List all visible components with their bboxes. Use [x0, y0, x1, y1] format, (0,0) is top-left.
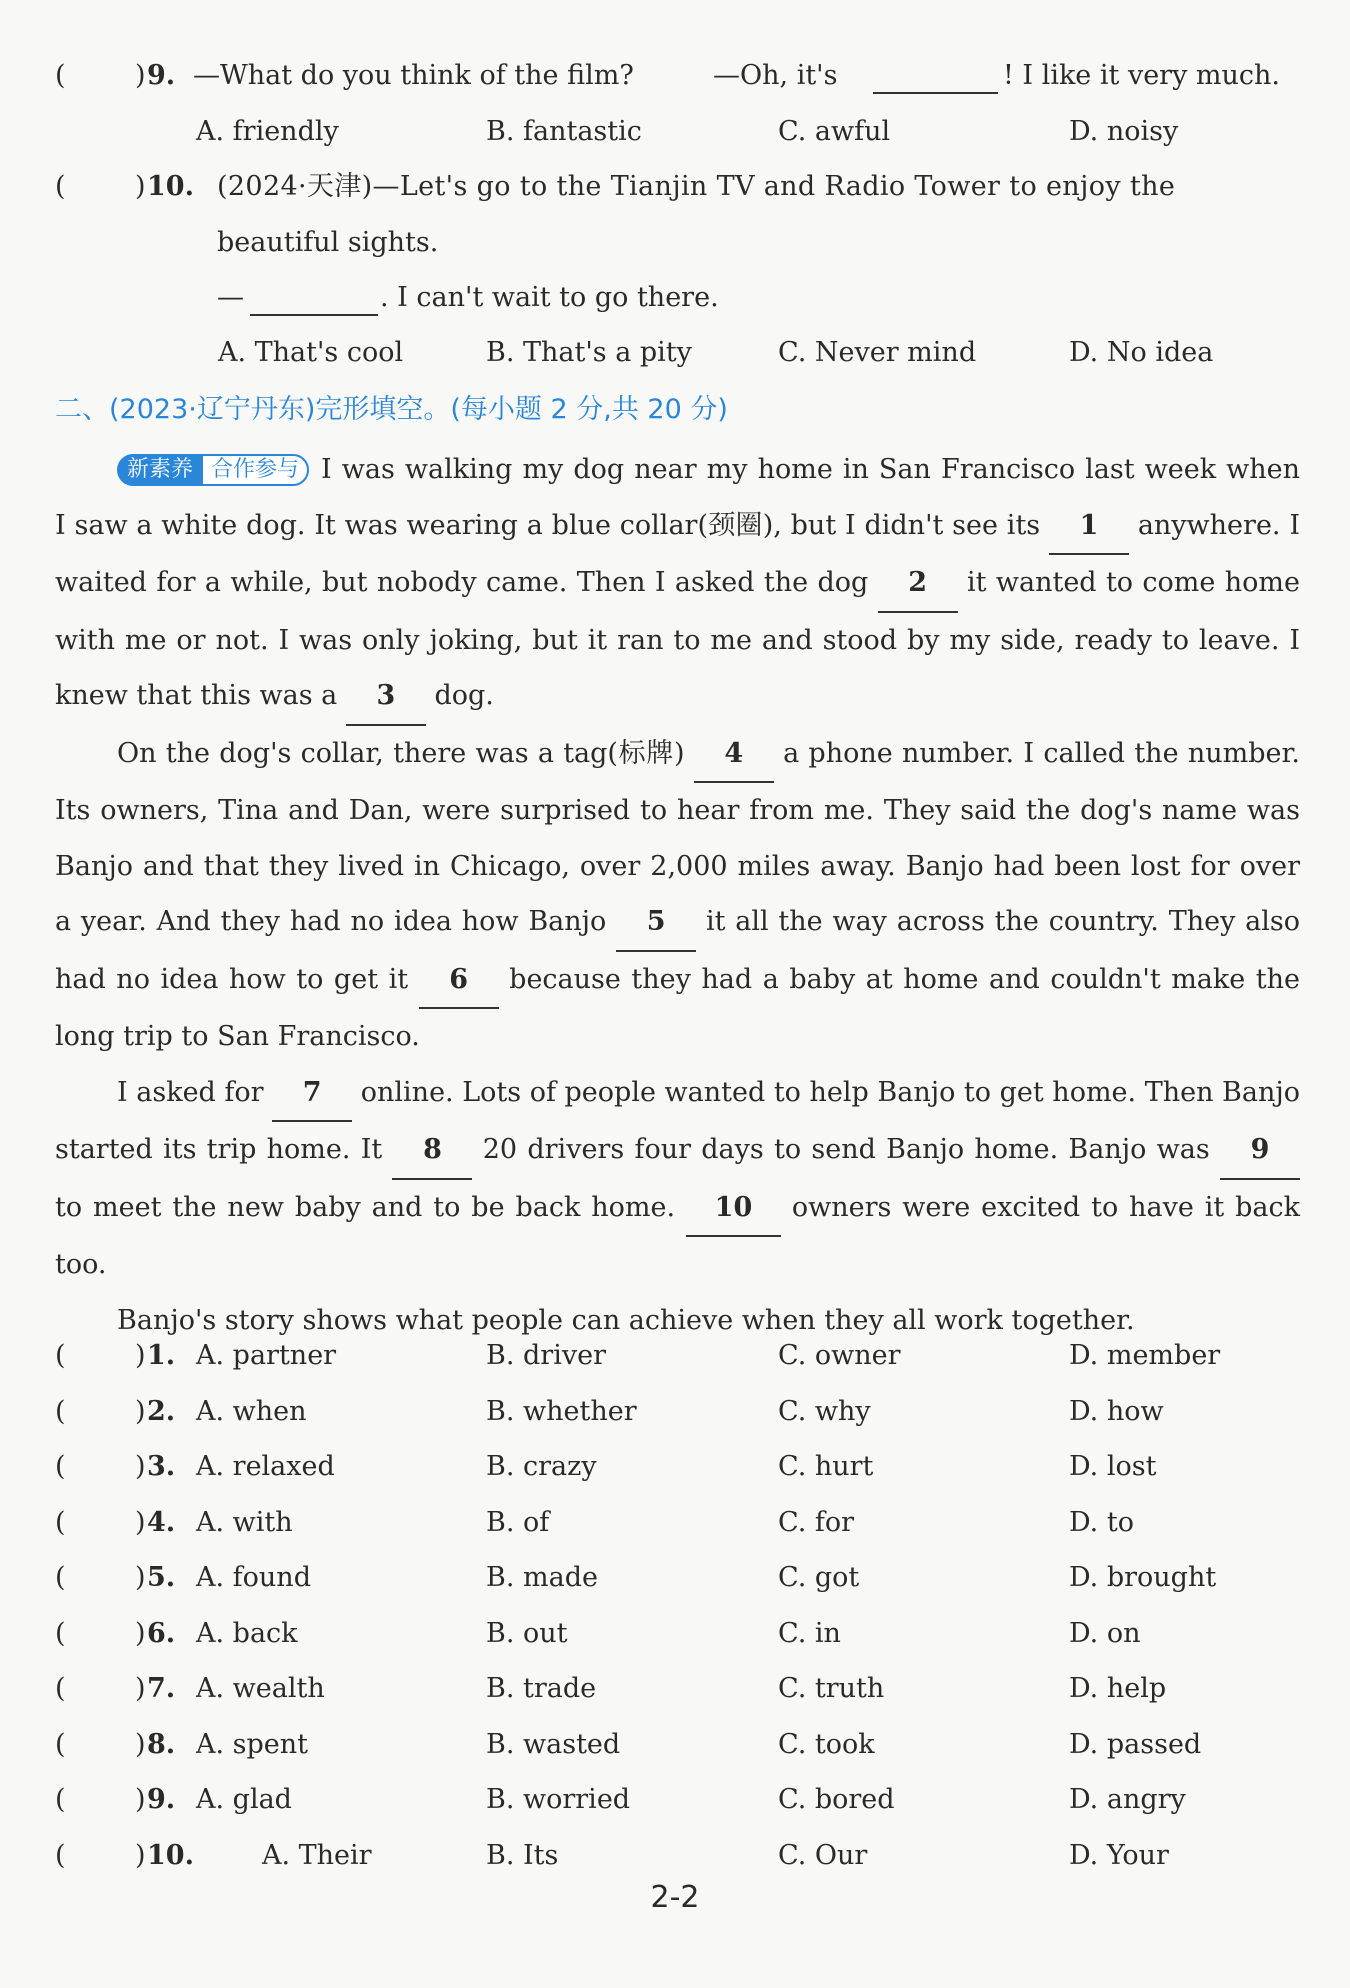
- option-d: D. angry: [1069, 1784, 1186, 1815]
- question-number: 3.: [147, 1451, 176, 1482]
- option-d: D. brought: [1069, 1562, 1217, 1593]
- option-c: C. for: [778, 1506, 855, 1538]
- option-b: B. Its: [486, 1839, 559, 1871]
- option-c: C. hurt: [778, 1451, 874, 1482]
- answer-paren-open: (: [55, 171, 66, 202]
- question-number: 9.: [147, 1784, 176, 1815]
- option-a: A. with: [196, 1506, 293, 1538]
- cloze-blank-6[interactable]: 6: [419, 952, 499, 1010]
- question-number: 6.: [147, 1617, 176, 1649]
- option-b: B. crazy: [486, 1451, 597, 1482]
- option-b: B. made: [486, 1562, 598, 1593]
- option-a: A. spent: [196, 1728, 309, 1760]
- option-c: C. owner: [778, 1340, 901, 1371]
- answer-paren-close: ): [135, 1451, 146, 1482]
- answer-paren-open[interactable]: (: [55, 1340, 66, 1371]
- question-stem: —: [217, 282, 244, 313]
- cloze-blank-2[interactable]: 2: [878, 555, 958, 613]
- option-c: C. Never mind: [778, 337, 977, 368]
- question-number: 4.: [147, 1506, 176, 1538]
- answer-paren-close: ): [135, 1728, 146, 1760]
- option-a: A. glad: [196, 1784, 292, 1815]
- answer-paren-open[interactable]: (: [55, 1617, 66, 1649]
- question-stem: (2024·天津)—Let's go to the Tianjin TV and Radio Tower to enjoy the: [217, 171, 1176, 202]
- answer-paren-open: (: [55, 60, 66, 91]
- option-b: B. That's a pity: [486, 337, 692, 368]
- option-a: A. That's cool: [218, 337, 404, 368]
- option-a: A. Their: [262, 1839, 372, 1871]
- passage-conclusion: Banjo's story shows what people can achieve when they all work together.: [117, 1304, 1135, 1336]
- answer-blank[interactable]: [873, 56, 998, 94]
- option-c: C. why: [778, 1395, 871, 1427]
- question-number: 9.: [147, 60, 176, 91]
- option-d: D. passed: [1069, 1728, 1202, 1760]
- option-a: A. partner: [196, 1340, 337, 1371]
- option-c: C. truth: [778, 1673, 885, 1704]
- answer-paren-close: ): [135, 1673, 146, 1704]
- answer-paren-open[interactable]: (: [55, 1728, 66, 1760]
- answer-paren-open[interactable]: (: [55, 1506, 66, 1538]
- cloze-blank-8[interactable]: 8: [392, 1122, 472, 1180]
- question-stem: —What do you think of the film?: [193, 60, 634, 91]
- option-a: A. friendly: [196, 116, 339, 147]
- option-d: D. to: [1069, 1506, 1134, 1538]
- question-number: 2.: [147, 1395, 176, 1427]
- question-number: 5.: [147, 1562, 176, 1593]
- question-number: 7.: [147, 1673, 176, 1704]
- question-stem: beautiful sights.: [217, 227, 439, 258]
- option-c: C. got: [778, 1562, 860, 1593]
- cloze-blank-10[interactable]: 10: [686, 1180, 781, 1238]
- question-number: 1.: [147, 1340, 176, 1371]
- cloze-passage: 新素养 合作参与 I was walking my dog near my home in San Francisco last week when I saw a white dog. It was wearing a blue collar(颈圈), but I didn't see its 1 anywhere. I waited for a while, but nobody came. Then I asked the dog 2 it wanted to come home with me or not. I was only joking, but it ran to me and stood by my side, ready to leave. I knew that this was a 3 dog. On the dog's collar, there was a tag(标牌) 4 a phone number. I called the number. Its owners, Tina and Dan, were surprised to hear from me. They said the dog's name was Banjo and that they lived in Chicago, over 2,000 miles away. Banjo had been lost for over a year. And they had no idea how Banjo 5 it all the way across the country. They also had no idea how to get it 6 because they had a baby at home and couldn't make the long trip to San Francisco. I asked for 7 online. Lots of people wanted to help Banjo to get home. Then Banjo started its trip home. It 8 20 drivers four days to send Banjo home. Banjo was 9 to meet the new baby and to be back home. 10 owners were excited to have it back too. Banjo's story shows what people can achieve when they all work together.: [55, 454, 1301, 1336]
- option-b: B. worried: [486, 1784, 631, 1815]
- option-d: D. noisy: [1069, 116, 1179, 147]
- answer-blank[interactable]: [250, 278, 378, 316]
- new-literacy-badge: 新素养 合作参与: [117, 454, 309, 486]
- answer-paren-open[interactable]: (: [55, 1784, 66, 1815]
- option-c: C. Our: [778, 1839, 868, 1871]
- cloze-blank-1[interactable]: 1: [1049, 498, 1129, 556]
- option-d: D. No idea: [1069, 337, 1214, 368]
- answer-paren-open[interactable]: (: [55, 1839, 66, 1871]
- cloze-blank-4[interactable]: 4: [694, 726, 774, 784]
- answer-paren-close: ): [135, 1784, 146, 1815]
- answer-paren-close: ): [135, 1562, 146, 1593]
- option-d: D. help: [1069, 1673, 1167, 1704]
- cloze-blank-5[interactable]: 5: [616, 894, 696, 952]
- answer-paren-open[interactable]: (: [55, 1562, 66, 1593]
- option-b: B. driver: [486, 1340, 606, 1371]
- answer-paren-close: ): [135, 171, 146, 202]
- option-d: D. member: [1069, 1340, 1221, 1371]
- answer-paren-open[interactable]: (: [55, 1673, 66, 1704]
- answer-paren-close: ): [135, 60, 146, 91]
- question-number: 10.: [147, 171, 194, 202]
- cloze-blank-9[interactable]: 9: [1220, 1122, 1300, 1180]
- option-b: B. fantastic: [486, 116, 642, 147]
- option-a: A. back: [196, 1617, 298, 1649]
- option-a: A. relaxed: [196, 1451, 335, 1482]
- question-stem: . I can't wait to go there.: [380, 282, 719, 313]
- option-d: D. Your: [1069, 1839, 1169, 1871]
- page-number: 2-2: [650, 1880, 700, 1915]
- question-stem: —Oh, it's: [713, 60, 838, 91]
- option-a: A. found: [196, 1562, 311, 1593]
- option-b: B. of: [486, 1506, 550, 1538]
- answer-paren-open[interactable]: (: [55, 1395, 66, 1427]
- section-title: 二、(2023·辽宁丹东)完形填空。(每小题 2 分,共 20 分): [55, 394, 728, 425]
- option-b: B. out: [486, 1617, 568, 1649]
- option-d: D. how: [1069, 1395, 1164, 1427]
- option-d: D. on: [1069, 1617, 1141, 1649]
- option-b: B. wasted: [486, 1728, 621, 1760]
- answer-paren-close: ): [135, 1506, 146, 1538]
- option-c: C. awful: [778, 116, 891, 147]
- option-d: D. lost: [1069, 1451, 1157, 1482]
- answer-paren-close: ): [135, 1395, 146, 1427]
- question-number: 8.: [147, 1728, 176, 1760]
- answer-paren-close: ): [135, 1839, 146, 1871]
- question-number: 10.: [147, 1839, 194, 1871]
- option-c: C. in: [778, 1617, 841, 1649]
- answer-paren-close: ): [135, 1340, 146, 1371]
- option-a: A. when: [196, 1395, 307, 1427]
- option-c: C. bored: [778, 1784, 895, 1815]
- cloze-blank-7[interactable]: 7: [272, 1065, 352, 1123]
- answer-paren-open[interactable]: (: [55, 1451, 66, 1482]
- option-c: C. took: [778, 1728, 875, 1760]
- option-b: B. whether: [486, 1395, 637, 1427]
- question-stem: ! I like it very much.: [1003, 60, 1281, 91]
- cloze-blank-3[interactable]: 3: [346, 668, 426, 726]
- option-b: B. trade: [486, 1673, 597, 1704]
- option-a: A. wealth: [196, 1673, 325, 1704]
- answer-paren-close: ): [135, 1617, 146, 1649]
